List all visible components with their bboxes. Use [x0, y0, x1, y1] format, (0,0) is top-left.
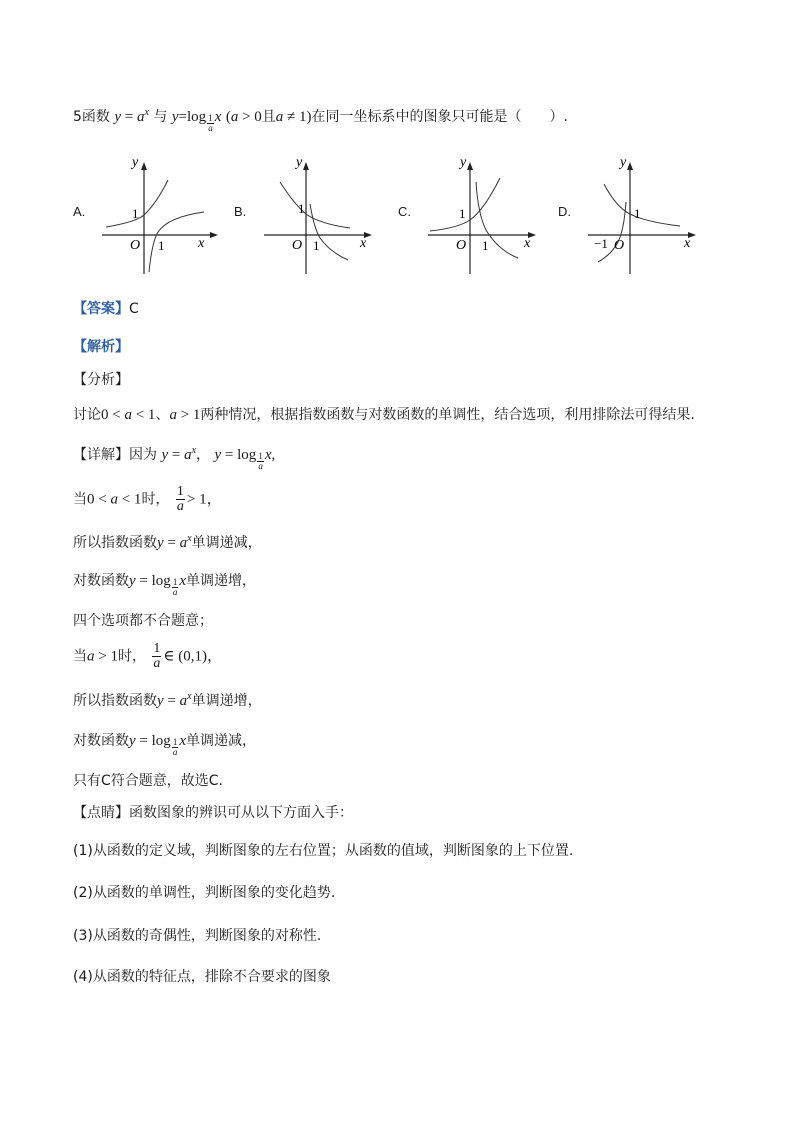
fenxi-tag: 【分析】 [73, 372, 129, 388]
origin-label: O [456, 238, 467, 253]
detail-inc: 单调递增， [185, 573, 256, 589]
option-d-label: D. [558, 204, 571, 219]
detail-line-6: 当a > 1时， $\frac{1}{a}$ ∈ (0,1)， [73, 641, 223, 671]
x-axis-label: x [684, 236, 691, 251]
y-axis-label: y [296, 155, 303, 170]
tip-item: (3)从函数的奇偶性，判断图象的对称性. [73, 928, 322, 944]
origin-label: O [614, 238, 625, 253]
tick-1-x: 1 [158, 238, 165, 253]
y-axis-label: y [132, 155, 139, 170]
question-text-cond: 且 [261, 109, 276, 125]
detail-so-exp: 所以指数函数 [73, 535, 157, 551]
tick-1-y: 1 [298, 201, 305, 216]
origin-label: O [130, 238, 141, 253]
formula-exp: y [114, 109, 122, 125]
option-a-label: A. [73, 204, 86, 219]
fenxi-text-3: 两种情况，根据指数函数与对数函数的单调性，结合选项，利用排除法可得结果. [200, 407, 695, 423]
question-line: 5函数 $y = a^x$ 与 y=log $\frac{1}{a}$ x (a > 0且a ≠ 1)在同一坐标系中的图象只可能是（ ）. [73, 107, 568, 133]
x-axis-label: x [198, 236, 205, 251]
analysis-tag: 【解析】 [73, 339, 129, 355]
graph-option-c [422, 152, 552, 276]
detail-dec-2: 单调递减， [185, 733, 256, 749]
detail-so-exp-2: 所以指数函数 [73, 693, 157, 709]
tip-item: (4)从函数的特征点，排除不合要求的图象 [73, 969, 331, 985]
graph-option-b [258, 152, 388, 276]
tick-1-x: 1 [482, 238, 489, 253]
detail-line-3: 所以指数函数$y = a^x$单调递减， [73, 533, 262, 551]
tick-1-y: 1 [634, 206, 641, 221]
question-text: 函数 [81, 109, 110, 125]
detail-comma: ， [196, 447, 211, 463]
fenxi-text-2: 、 [155, 407, 170, 423]
y-axis-label: y [620, 155, 627, 170]
detail-line-1: 【详解】因为 $y = a^x$， y = log $\frac{1}{a}$ x, [73, 445, 276, 471]
option-b-label: B. [234, 204, 247, 219]
detail-log-fn: 对数函数 [73, 573, 129, 589]
detail-line-2: 当0 < a < 1时， $\frac{1}{a}$ > 1， [73, 484, 222, 514]
question-text-and: 与 [153, 109, 168, 125]
question-text-rest: 在同一坐标系中的图象只可能是（ ）. [311, 109, 568, 125]
x-axis-label: x [360, 236, 367, 251]
graph-option-a [96, 152, 226, 276]
tick-1-y: 1 [132, 206, 139, 221]
tick-1-x: 1 [313, 238, 320, 253]
tip-intro: 函数图象的辨识可从以下方面入手： [129, 805, 353, 821]
detail-line-9: 只有C符合题意，故选C. [73, 773, 224, 789]
tip-line [73, 802, 353, 822]
formula-log: y [171, 109, 179, 125]
detail-when-2: 当 [73, 648, 87, 665]
graph-option-d [582, 152, 712, 276]
answer-value: C [129, 301, 139, 317]
answer-line [73, 298, 139, 318]
tip-item: (2)从函数的单调性，判断图象的变化趋势. [73, 885, 336, 901]
detail-line-8: 对数函数y = log $\frac{1}{a}$ x单调递减， [73, 733, 256, 757]
detail-tag: 【详解】 [73, 447, 129, 463]
detail-line-7: 所以指数函数$y = a^x$单调递增， [73, 691, 262, 709]
detail-line-5: 四个选项都不合题意； [73, 613, 213, 629]
tick-1-y: 1 [459, 206, 466, 221]
detail-line-4: 对数函数y = log $\frac{1}{a}$ x单调递增， [73, 573, 256, 597]
detail-inc-2: 单调递增， [191, 693, 262, 709]
detail-because: 因为 [129, 447, 157, 463]
x-axis-label: x [524, 236, 531, 251]
tip-item: (1)从函数的定义域，判断图象的左右位置；从函数的值域，判断图象的上下位置. [73, 843, 574, 859]
detail-dec: 单调递减， [191, 535, 262, 551]
y-axis-label: y [460, 155, 467, 170]
detail-shi: 时， [141, 491, 170, 508]
origin-label: O [292, 238, 303, 253]
tick-minus1-x: −1 [594, 236, 608, 251]
question-number: 5 [73, 109, 82, 125]
detail-when: 当 [73, 491, 87, 508]
fenxi-text-1: 讨论 [73, 407, 101, 423]
detail-log-fn-2: 对数函数 [73, 733, 129, 749]
tip-tag: 【点睛】 [73, 805, 129, 821]
option-c-label: C. [398, 204, 411, 219]
fenxi-line: 讨论0 < a < 1、a > 1两种情况，根据指数函数与对数函数的单调性，结合选项，利用排除法可得结果. [73, 407, 695, 423]
answer-tag: 【答案】 [73, 301, 129, 317]
detail-shi-2: 时， [117, 648, 146, 665]
